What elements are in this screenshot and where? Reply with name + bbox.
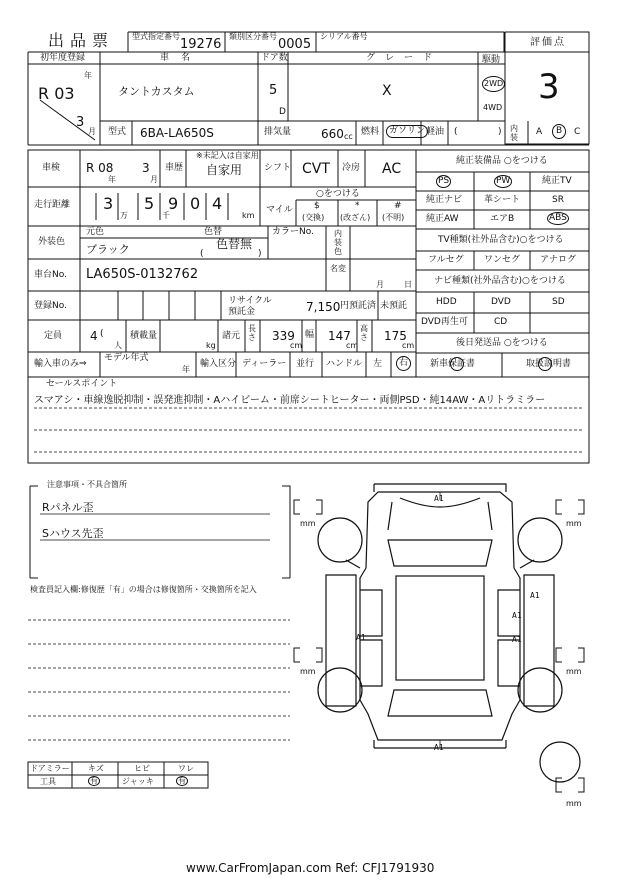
mm-front-left: mm	[300, 519, 316, 528]
shaken-label: 車検	[42, 163, 61, 173]
mileage-digit-2: 5	[144, 194, 155, 213]
recycle-label: リサイクル預託金	[228, 296, 272, 317]
model-year-unit: 年	[182, 365, 190, 374]
category-label: 類別区分番号	[229, 32, 277, 41]
recycle-status: 円預託済	[340, 301, 377, 311]
mileage-label: 走行距離	[34, 200, 71, 210]
form-title: 出品票	[48, 31, 115, 50]
later-manual: 取扱説明書	[526, 359, 572, 369]
shaken-era: R 08	[86, 161, 114, 175]
equip-sr: SR	[552, 195, 564, 205]
mile-opt3-sym: #	[394, 201, 402, 211]
capacity-label: 定員	[44, 331, 63, 341]
displacement-value: 660	[321, 127, 344, 141]
type-no-label: 型式指定番号	[132, 32, 180, 41]
name-label: 車名	[160, 53, 203, 63]
mile-label: マイル	[266, 205, 293, 215]
mileage-digit-1: 3	[103, 194, 114, 213]
sales-points-label: セールスポイント	[46, 379, 118, 389]
note-item-1: Rパネル歪	[42, 501, 94, 514]
model-value: 6BA-LA650S	[140, 126, 214, 140]
sales-points-text: スマアシ・車線逸脱抑制・誤発進抑制・Aハイビーム・前席シートヒーター・両側PSD・純14AW・Aリトラミラー	[34, 395, 546, 406]
interior-color-label: 内装色	[334, 229, 342, 256]
equip-tv: 純正TV	[542, 176, 572, 186]
damage-mark-left-door: A1	[356, 633, 366, 642]
first-reg-month-unit: 月	[88, 127, 96, 136]
navi-dvd: DVD	[491, 297, 511, 307]
chassis-label: 車台No.	[34, 270, 67, 280]
capacity-value: 4	[90, 329, 98, 343]
displacement-label: 排気量	[264, 127, 292, 137]
interior-label: 内装	[510, 124, 518, 142]
later-warranty: 新車保証書	[430, 359, 476, 369]
damage-mark-rear: A1	[434, 743, 444, 752]
vehicle-name: タントカスタム	[118, 85, 195, 98]
equip-aw: 純正AW	[426, 214, 459, 224]
mm-rear-right: mm	[566, 667, 582, 676]
import-label: 輸入車のみ⇒	[34, 359, 87, 369]
history-note: ※未記入は自家用	[196, 151, 259, 160]
orig-color-label: 元色	[86, 227, 105, 237]
mile-opt1: (交換)	[302, 213, 325, 222]
tools-kit: 工具	[40, 777, 56, 786]
tv-fullseg: フルセグ	[428, 255, 464, 265]
oil-open: (	[454, 127, 458, 137]
note-item-2: Sハウス先歪	[42, 527, 104, 540]
tools-break: ワレ	[178, 764, 194, 773]
mileage-man-unit: 万	[120, 211, 128, 220]
height-value: 175	[384, 329, 407, 343]
damage-mark-front: A1	[434, 494, 444, 503]
length-label: 長さ	[248, 324, 256, 342]
length-unit: cm	[290, 341, 303, 350]
door-type: D	[279, 107, 286, 117]
type-no-value: 19276	[180, 37, 222, 52]
equip-ps: PS	[438, 176, 450, 186]
footer-ref: www.CarFromJapan.com Ref: CFJ1791930	[186, 861, 435, 875]
grade-label: グレード	[366, 53, 443, 63]
height-unit: cm	[402, 341, 415, 350]
shaken-year-unit: 年	[108, 175, 116, 184]
notes-label: 注意事項・不具合箇所	[44, 481, 130, 489]
navi-sd: SD	[552, 297, 565, 307]
equip-leather: 革シート	[484, 195, 521, 205]
history-label: 車歴	[165, 163, 184, 173]
inspector-label: 検査員記入欄:修復歴「有」の場合は修復箇所・交換箇所を記入	[30, 585, 257, 594]
tools-crack: ヒビ	[134, 764, 150, 773]
shaken-month-unit: 月	[150, 175, 158, 184]
width-value: 147	[328, 329, 351, 343]
ac-label: 冷房	[342, 163, 361, 173]
parallel-option: 並行	[296, 359, 315, 369]
mileage-km-unit: km	[242, 211, 255, 220]
name-change-day: 日	[404, 280, 412, 289]
color-no-label: カラーNo.	[272, 227, 314, 237]
equip-abs: ABS	[549, 213, 567, 223]
orig-color-value: ブラック	[86, 243, 130, 256]
mileage-digit-5: 4	[212, 194, 223, 213]
color-change-label: 色替	[204, 227, 223, 237]
load-label: 積載量	[130, 331, 158, 341]
score-label: 評価点	[530, 37, 566, 48]
ac-value: AC	[382, 161, 402, 177]
mm-rear-left: mm	[300, 667, 316, 676]
recycle-unpaid: 未預託	[380, 301, 408, 311]
first-reg-label: 初年度登録	[40, 53, 86, 63]
damage-mark-right-rear: A1	[512, 635, 522, 644]
wheels	[318, 518, 580, 782]
drive-2wd: 2WD	[482, 76, 505, 92]
damage-mark-right-front: A1	[530, 591, 540, 600]
height-label: 高さ	[360, 324, 368, 342]
import-class-label: 輸入区分	[200, 359, 237, 369]
mile-opt2: (改ざん)	[340, 213, 371, 222]
mm-spare: mm	[566, 799, 582, 808]
width-label: 幅	[305, 330, 315, 340]
navi-dvd-play: DVD再生可	[421, 317, 468, 327]
tools-jack: ジャッキ	[122, 777, 154, 786]
color-label: 外装色	[38, 237, 66, 247]
recycle-value: 7,150	[306, 300, 341, 314]
handle-left: 左	[373, 359, 383, 369]
reg-no-label: 登録No.	[34, 301, 67, 311]
dealer-option: ディーラー	[242, 359, 287, 369]
shift-label: シフト	[264, 163, 292, 173]
mile-opt2-sym: *	[355, 201, 360, 211]
load-unit: kg	[206, 341, 216, 350]
damage-mark-right-door: A1	[512, 611, 522, 620]
oil-close: )	[498, 127, 502, 137]
later-warranty-circle	[450, 357, 464, 371]
oil-label: 軽油	[426, 127, 445, 137]
mileage-digit-3: 9	[168, 194, 179, 213]
tv-analog: アナログ	[540, 255, 577, 265]
shaken-month: 3	[142, 161, 150, 175]
interior-a: A	[536, 127, 543, 137]
navi-cd: CD	[494, 317, 508, 327]
mileage-digit-4: 0	[190, 194, 201, 213]
fuel-value: ガソリン	[386, 125, 428, 138]
name-change-month: 月	[376, 280, 384, 289]
handle-right: 右	[396, 356, 411, 371]
tools-jack-have: 有	[178, 776, 186, 785]
mm-front-right: mm	[566, 519, 582, 528]
name-change-label: 名変	[330, 264, 346, 273]
chassis-value: LA650S-0132762	[86, 267, 199, 282]
tools-scratch: キズ	[88, 764, 104, 773]
equip-airbag: エアB	[490, 214, 515, 224]
interior-c: C	[574, 127, 581, 137]
later-manual-circle	[538, 357, 552, 371]
mile-opt1-sym: $	[314, 201, 320, 211]
mile-opt3: (不明)	[382, 213, 405, 222]
mileage-circle-note: ○をつける	[316, 189, 360, 199]
model-year-label: モデル年式	[104, 353, 149, 363]
doors-label: ドア数	[261, 53, 288, 63]
mileage-sen-unit: 千	[162, 211, 170, 220]
history-value: 自家用	[206, 163, 243, 177]
tools-kit-have: 有	[90, 776, 98, 785]
tv-oneseg: ワンセグ	[484, 255, 521, 265]
equip-navi: 純正ナビ	[426, 195, 463, 205]
handle-label: ハンドル	[326, 359, 363, 369]
dims-label: 諸元	[222, 331, 241, 341]
category-value: 0005	[278, 37, 312, 52]
first-reg-year-unit: 年	[84, 71, 92, 80]
tv-title: TV種類(社外品含む)○をつける	[438, 235, 564, 245]
color-change-value: 色替無	[216, 237, 253, 251]
score-value: 3	[538, 67, 560, 107]
later-title: 後日発送品 ○をつける	[456, 338, 548, 348]
first-reg-month: 3	[76, 115, 85, 130]
displacement-unit: cc	[344, 132, 353, 141]
tools-mirror: ドアミラー	[30, 764, 70, 773]
doors-value: 5	[269, 83, 278, 98]
shift-value: CVT	[302, 161, 330, 177]
grade-value: X	[382, 83, 392, 99]
length-value: 339	[272, 329, 295, 343]
navi-hdd: HDD	[436, 297, 457, 307]
drive-label: 駆動	[482, 55, 501, 65]
width-unit: cm	[346, 341, 359, 350]
navi-title: ナビ種類(社外品含む)○をつける	[434, 276, 566, 286]
model-label: 型式	[108, 127, 127, 137]
capacity-unit: 人	[114, 341, 122, 350]
first-reg-era: R 03	[38, 84, 75, 103]
fuel-label: 燃料	[361, 127, 380, 137]
equipment-title: 純正装備品 ○をつける	[456, 156, 548, 166]
equip-pw: PW	[496, 176, 511, 186]
drive-4wd: 4WD	[483, 103, 503, 112]
interior-b: B	[552, 124, 566, 139]
serial-label: シリアル番号	[320, 32, 368, 41]
